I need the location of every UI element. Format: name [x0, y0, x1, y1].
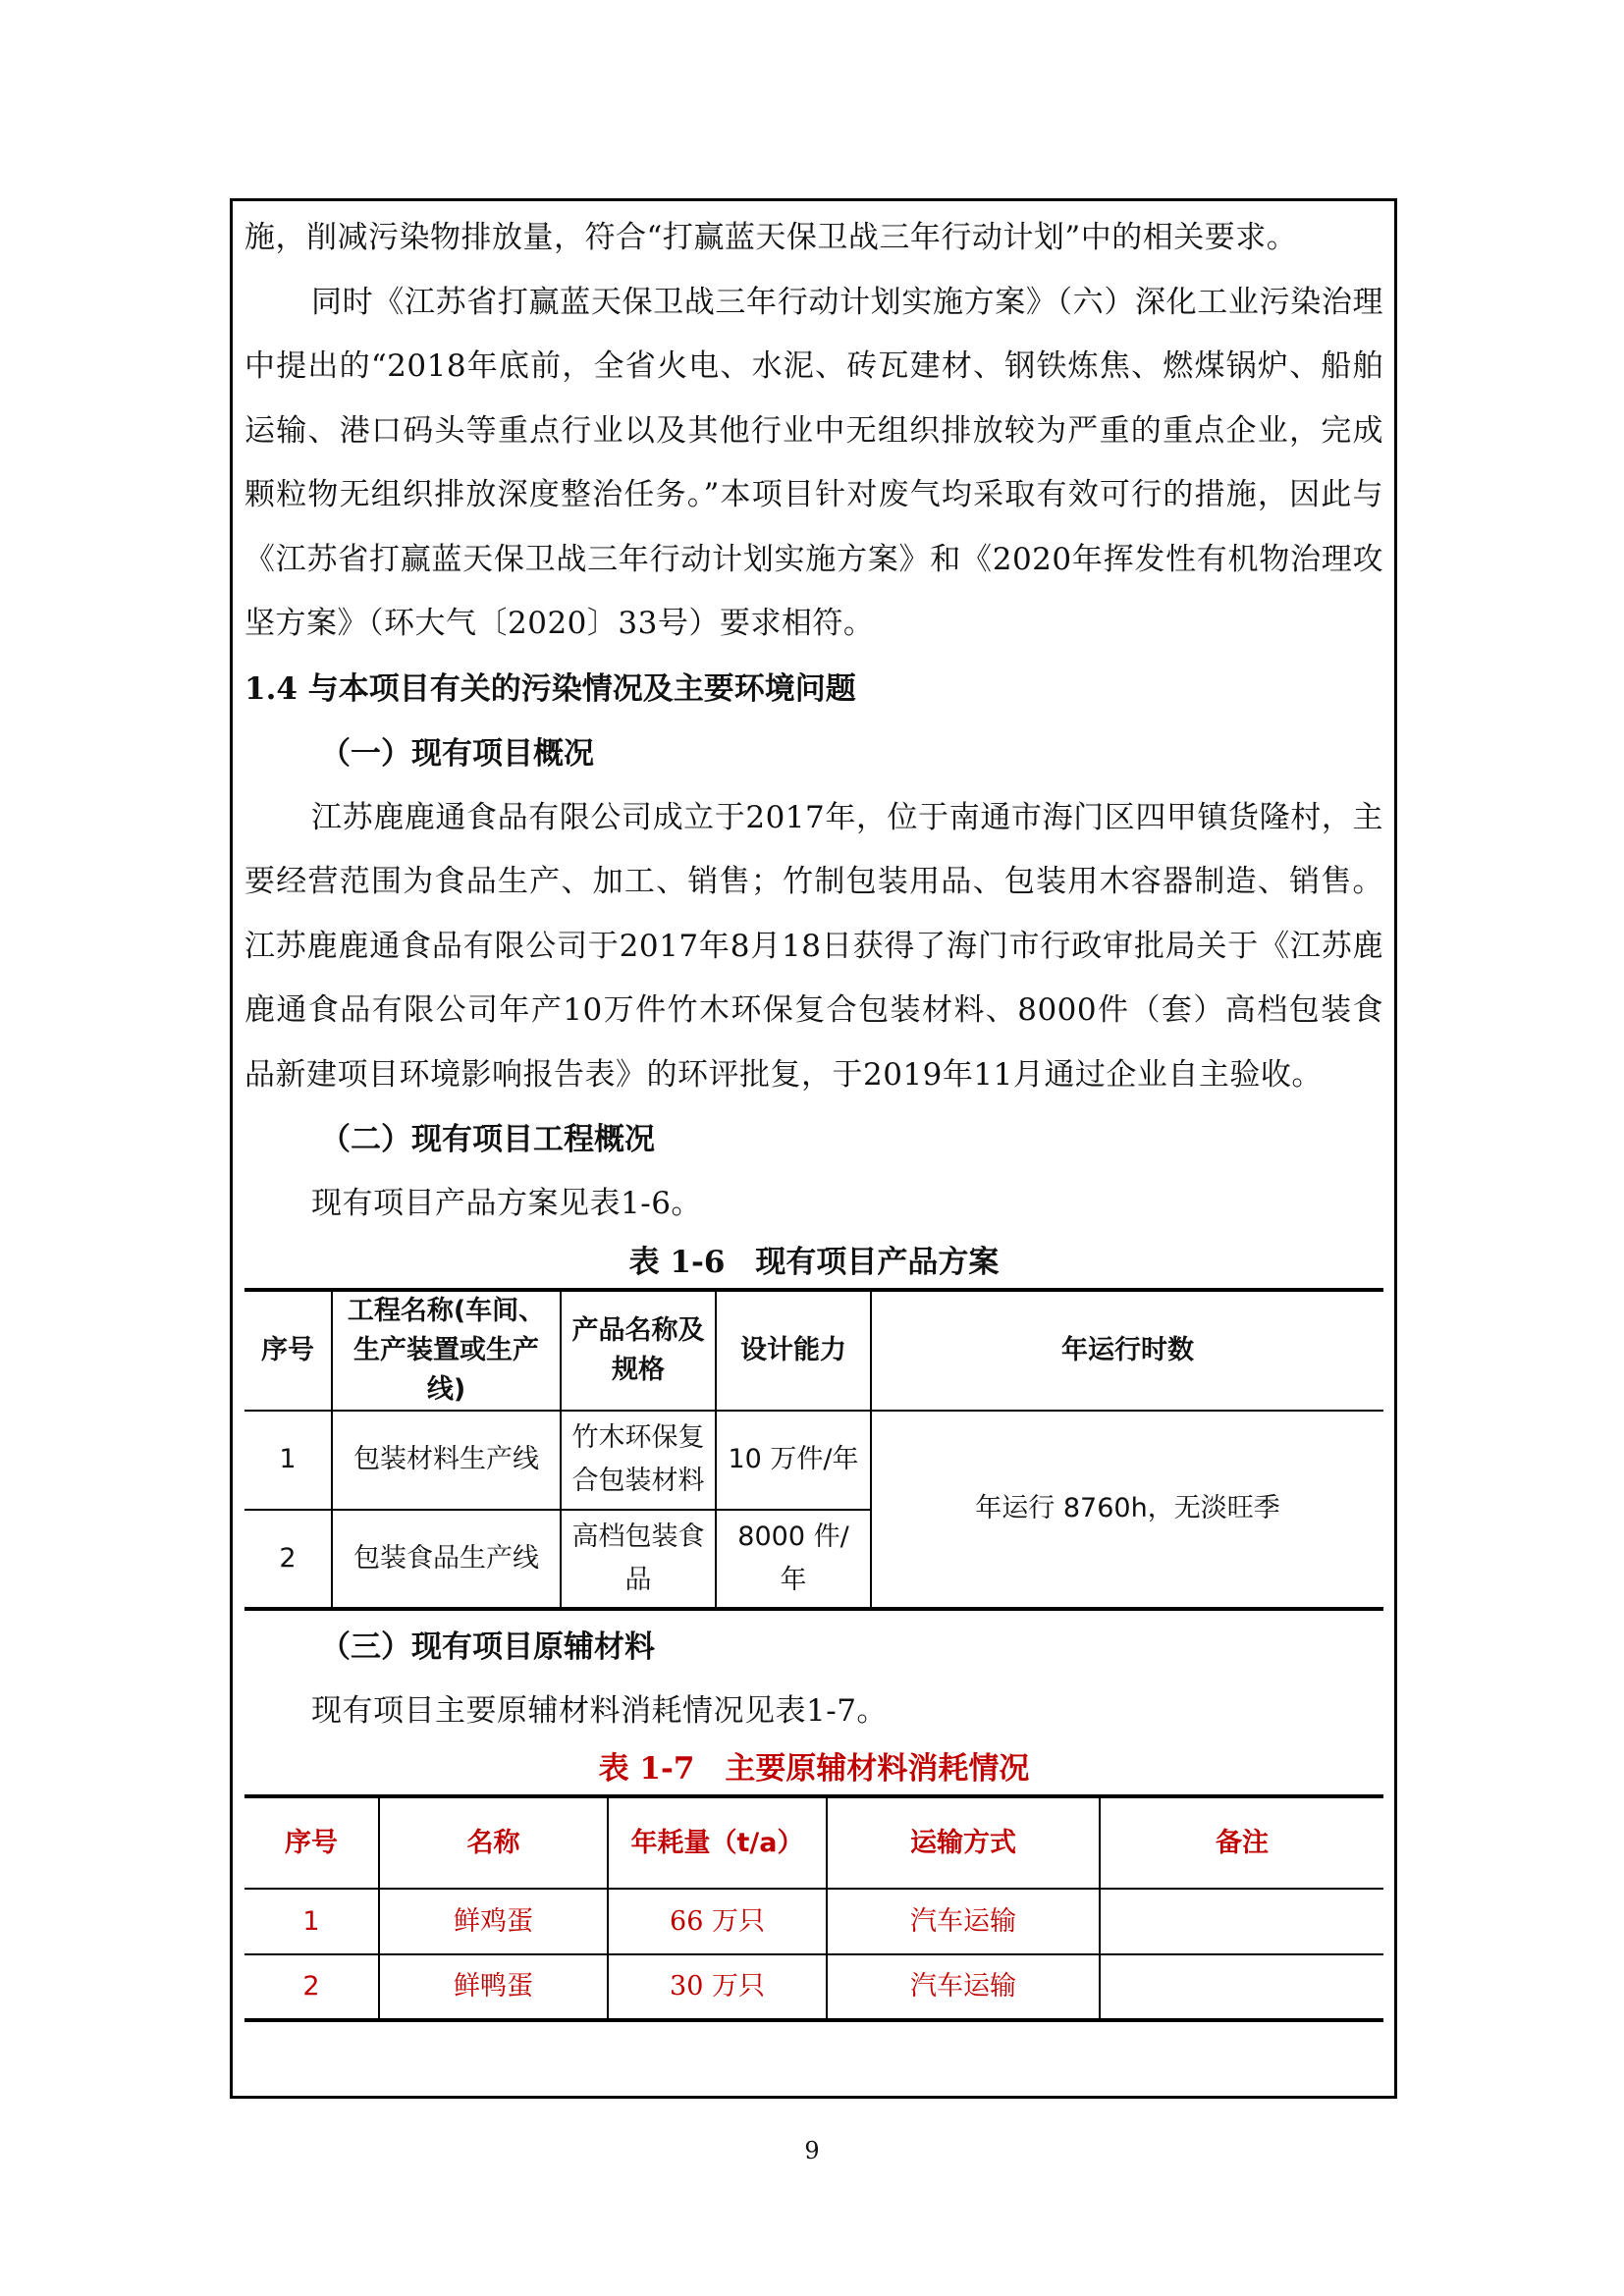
- col-header: 年运行时数: [871, 1290, 1383, 1411]
- table-cell: [1100, 1954, 1383, 2020]
- table-cell: 66 万只: [608, 1889, 827, 1954]
- table-cell: 包装材料生产线: [332, 1411, 561, 1510]
- col-header: 序号: [244, 1290, 332, 1411]
- table-cell: 高档包装食品: [561, 1510, 716, 1609]
- table-cell: 2: [244, 1954, 379, 2020]
- paragraph-4: 现有项目产品方案见表1-6。: [311, 1186, 702, 1221]
- page-number: 9: [804, 2137, 820, 2164]
- table-1-6-caption: 表 1-6 现有项目产品方案: [628, 1244, 1000, 1280]
- section-heading-1-4: 1.4 与本项目有关的污染情况及主要环境问题: [244, 670, 856, 707]
- col-header: 设计能力: [716, 1290, 871, 1411]
- table-1-7-caption: 表 1-7 主要原辅材料消耗情况: [598, 1751, 1030, 1787]
- paragraph-3: 江苏鹿鹿通食品有限公司成立于2017年，位于南通市海门区四甲镇货隆村，主要经营范围为食品生产、加工、销售；竹制包装用品、包装用木容器制造、销售。江苏鹿鹿通食品有限公司于2017年8月18日获得了海门市行政审批局关于《江苏鹿鹿通食品有限公司年产10万件竹木环保复合包装材料、8000件（套）高档包装食品新建项目环境影响报告表》的环评批复，于2019年11月通过企业自主验收。: [244, 799, 1383, 1093]
- subheading-engineering-overview: （二）现有项目工程概况: [320, 1122, 655, 1157]
- table-cell: 鲜鸭蛋: [379, 1954, 608, 2020]
- subheading-existing-overview: （一）现有项目概况: [320, 735, 594, 772]
- table-cell: 8000 件/年: [716, 1510, 871, 1609]
- col-header: 运输方式: [827, 1796, 1100, 1889]
- table-row: [244, 1411, 1383, 1510]
- table-cell: 30 万只: [608, 1954, 827, 2020]
- runtime-cell: 年运行 8760h，无淡旺季: [871, 1411, 1383, 1609]
- table-cell: [1100, 1889, 1383, 1954]
- table-cell: 10 万件/年: [716, 1411, 871, 1510]
- table-cell: 汽车运输: [827, 1954, 1100, 2020]
- table-1-6: [244, 1288, 1383, 1611]
- paragraph-5: 现有项目主要原辅材料消耗情况见表1-7。: [311, 1692, 888, 1729]
- col-header: 工程名称(车间、生产装置或生产线): [332, 1290, 561, 1411]
- col-header: 产品名称及规格: [561, 1290, 716, 1411]
- table-header-row: [244, 1796, 1383, 1889]
- table-cell: 竹木环保复合包装材料: [561, 1411, 716, 1510]
- table-header-row: [244, 1290, 1383, 1411]
- col-header: 年耗量（t/a）: [608, 1796, 827, 1889]
- table-cell: 包装食品生产线: [332, 1510, 561, 1609]
- document-body: [244, 206, 1383, 2022]
- table-row: [244, 1889, 1383, 1954]
- table-cell: 鲜鸡蛋: [379, 1889, 608, 1954]
- table-cell: 2: [244, 1510, 332, 1609]
- paragraph-1: 施，削减污染物排放量，符合“打赢蓝天保卫战三年行动计划”中的相关要求。: [244, 220, 1298, 255]
- paragraph-2: 同时《江苏省打赢蓝天保卫战三年行动计划实施方案》（六）深化工业污染治理中提出的“2018年底前，全省火电、水泥、砖瓦建材、钢铁炼焦、燃煤锅炉、船舶运输、港口码头等重点行业以及其他行业中无组织排放较为严重的重点企业，完成颗粒物无组织排放深度整治任务。”本项目针对废气均采取有效可行的措施，因此与《江苏省打赢蓝天保卫战三年行动计划实施方案》和《2020年挥发性有机物治理攻坚方案》（环大气〔2020〕33号）要求相符。: [244, 284, 1383, 641]
- table-cell: 汽车运输: [827, 1889, 1100, 1954]
- subheading-raw-materials: （三）现有项目原辅材料: [320, 1629, 655, 1665]
- table-1-7: [244, 1794, 1383, 2022]
- table-cell: 1: [244, 1889, 379, 1954]
- col-header: 序号: [244, 1796, 379, 1889]
- col-header: 备注: [1100, 1796, 1383, 1889]
- table-row: [244, 1954, 1383, 2020]
- table-cell: 1: [244, 1411, 332, 1510]
- col-header: 名称: [379, 1796, 608, 1889]
